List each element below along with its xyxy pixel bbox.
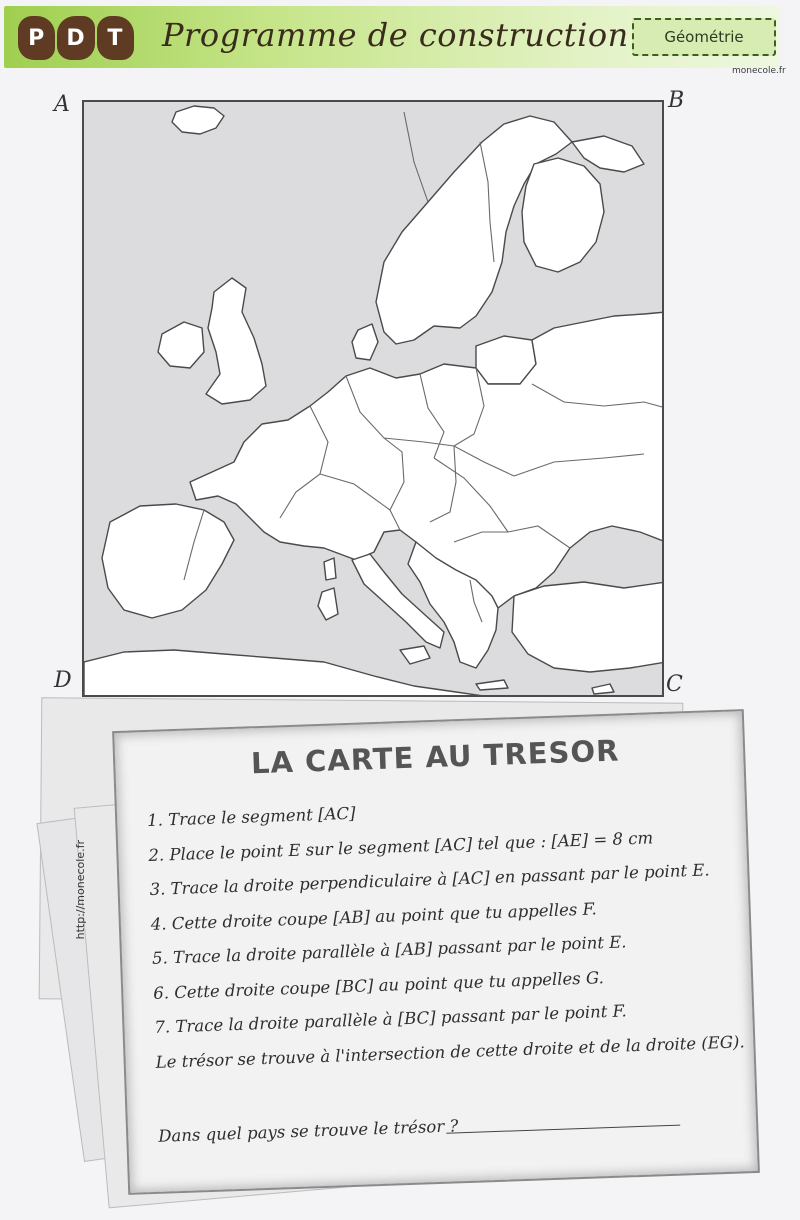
logo-letter-d: D [57, 16, 94, 60]
map-ireland [158, 322, 204, 368]
map-iberia [102, 504, 234, 618]
corner-label-b: B [668, 88, 685, 113]
card-title: LA CARTE AU TRESOR [250, 733, 620, 781]
source-label: monecole.fr [732, 66, 786, 76]
map-sicily [400, 646, 430, 664]
map-north-africa [84, 650, 504, 697]
instruction-step-4: 4. Cette droite coupe [AB] au point que tu appelles F. [150, 898, 597, 934]
page-title: Programme de construction [162, 16, 629, 54]
map-great-britain [206, 278, 266, 404]
instruction-step-7: 7. Trace la droite parallèle à [BC] passant par le point F. [154, 1001, 628, 1037]
subject-badge: Géométrie [632, 18, 776, 56]
map-sardinia [318, 588, 338, 620]
instruction-list [146, 784, 745, 1080]
treasure-question: Dans quel pays se trouve le trésor ? [157, 1116, 459, 1146]
map-corsica [324, 558, 336, 580]
answer-line[interactable] [446, 1125, 680, 1134]
page-header [4, 6, 786, 76]
instruction-step-5: 5. Trace la droite parallèle à [AB] passant par le point E. [151, 932, 627, 968]
logo-letter-p: P [18, 16, 55, 60]
instruction-step-1: 1. Trace le segment [AC] [146, 803, 356, 830]
map-denmark [352, 324, 378, 360]
map-turkey [512, 582, 664, 672]
map-cyprus [592, 684, 614, 694]
instruction-step-3: 3. Trace la droite perpendiculaire à [AC] en passant par le point E. [149, 860, 710, 899]
side-url-label: http://monecole.fr [74, 840, 87, 940]
map-iceland [172, 106, 224, 134]
europe-map-outline [84, 102, 664, 697]
pdt-logo [18, 16, 134, 60]
treasure-conclusion: Le trésor se trouve à l'intersection de cette droite et de la droite (EG). [155, 1031, 745, 1072]
treasure-card [112, 709, 760, 1195]
map-crete [476, 680, 508, 690]
logo-letter-t: T [97, 16, 134, 60]
instruction-step-6: 6. Cette droite coupe [BC] au point que tu appelles G. [152, 967, 605, 1003]
corner-label-a: A [54, 92, 70, 117]
instruction-step-2: 2. Place le point E sur le segment [AC] tel que : [AE] = 8 cm [148, 827, 654, 865]
europe-map [82, 100, 664, 697]
treasure-card-stack [60, 700, 760, 1180]
corner-label-d: D [54, 668, 72, 693]
corner-label-c: C [666, 672, 683, 697]
map-finland [522, 158, 604, 272]
